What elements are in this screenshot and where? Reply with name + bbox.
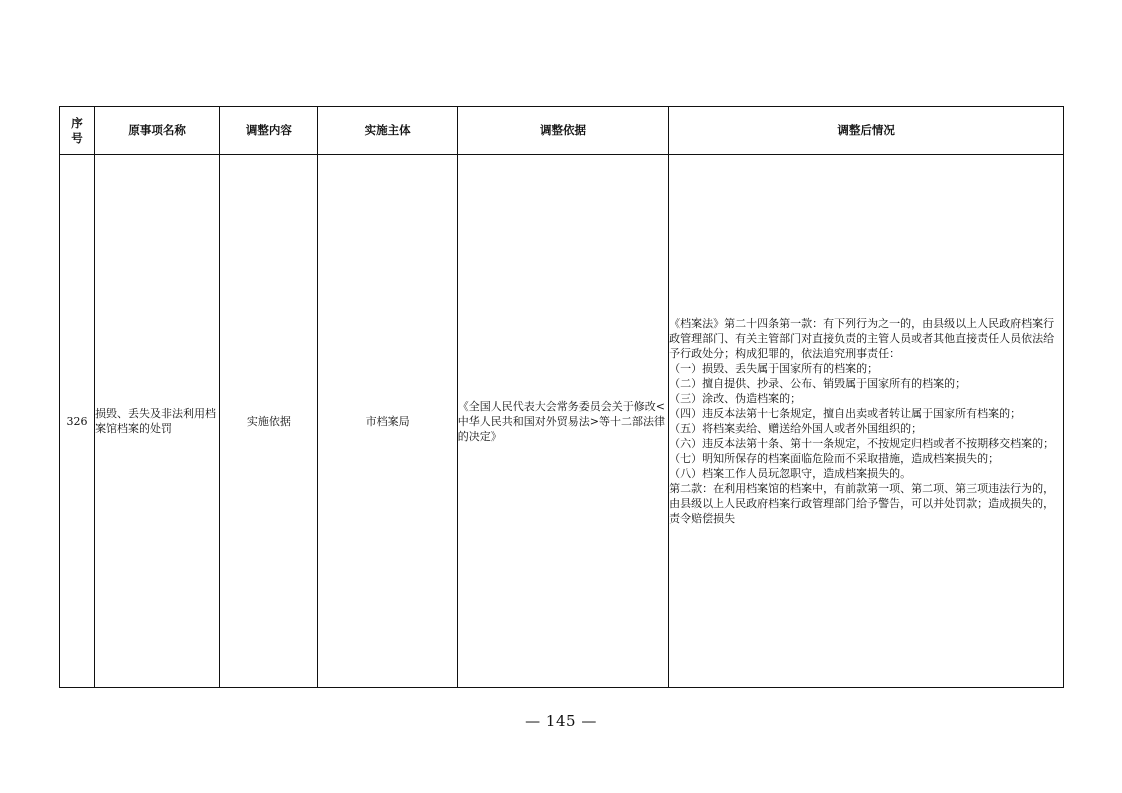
cell-adjustment-basis: 《全国人民代表大会常务委员会关于修改<中华人民共和国对外贸易法>等十二部法律的决定》: [457, 155, 668, 688]
after-line: （四）违反本法第十七条规定，擅自出卖或者转让属于国家所有档案的；: [669, 407, 1022, 420]
header-original-item-name: 原事项名称: [95, 107, 220, 155]
header-implementing-body: 实施主体: [318, 107, 457, 155]
cell-post-adjustment-status: [669, 155, 1064, 688]
adjustment-table: [59, 106, 1064, 688]
header-adjustment-basis: 调整依据: [457, 107, 668, 155]
after-line: （八）档案工作人员玩忽职守，造成档案损失的。: [669, 467, 912, 480]
cell-adjustment-content: 实施依据: [220, 155, 318, 688]
header-adjustment-content: 调整内容: [220, 107, 318, 155]
after-line: 第二款：在利用档案馆的档案中，有前款第一项、第二项、第三项违法行为的，由县级以上人民政府档案行政管理部门给予警告，可以并处罚款；造成损失的，责令赔偿损失: [669, 482, 1055, 525]
header-post-adjustment-status: 调整后情况: [669, 107, 1064, 155]
after-line: （二）擅自提供、抄录、公布、销毁属于国家所有的档案的；: [669, 377, 967, 390]
after-line: 《档案法》第二十四条第一款：有下列行为之一的，由县级以上人民政府档案行政管理部门、有关主管部门对直接负责的主管人员或者其他直接责任人员依法给予行政处分；构成犯罪的，依法追究刑事责任：: [669, 317, 1055, 360]
after-line: （七）明知所保存的档案面临危险而不采取措施，造成档案损失的；: [669, 452, 1000, 465]
after-line: （六）违反本法第十条、第十一条规定，不按规定归档或者不按期移交档案的；: [669, 437, 1055, 450]
after-line: （一）损毁、丢失属于国家所有的档案的；: [669, 362, 879, 375]
page-number: — 145 —: [525, 712, 597, 730]
cell-seq: 326: [60, 155, 95, 688]
header-seq: [60, 107, 95, 155]
cell-implementing-body: 市档案局: [318, 155, 457, 688]
after-line: （五）将档案卖给、赠送给外国人或者外国组织的；: [669, 422, 923, 435]
table-header-row: [60, 107, 1064, 155]
after-line: （三）涂改、伪造档案的；: [669, 392, 802, 405]
cell-original-item-name: 损毁、丢失及非法利用档案馆档案的处罚: [95, 155, 220, 688]
header-seq-label: 序号: [71, 115, 83, 145]
table-row: [60, 155, 1064, 688]
